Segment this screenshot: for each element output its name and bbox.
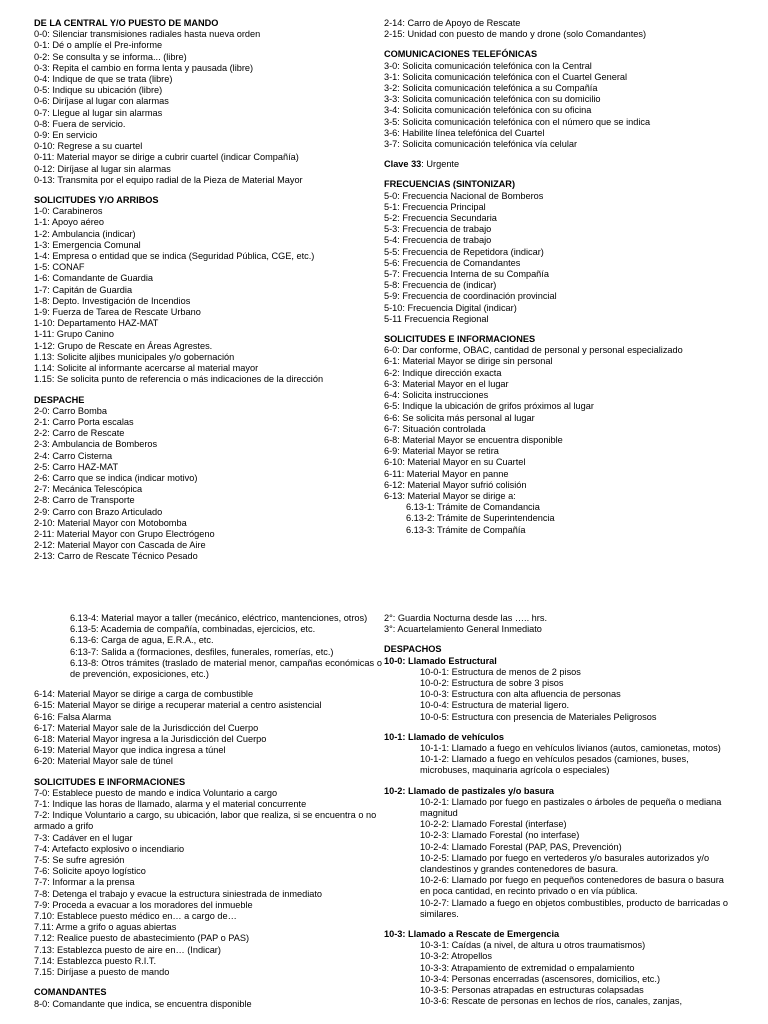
code-line: 1-12: Grupo de Rescate en Áreas Agrestes. [34,340,213,351]
code-line: 1-1: Apoyo aéreo [34,217,104,228]
code-list [34,406,382,563]
code-line: 5-6: Frecuencia de Comandantes [384,257,521,268]
code-line: 1-4: Empresa o entidad que se indica (Seguridad Pública, CGE, etc.) [34,251,315,262]
code-line: 6-2: Indique dirección exacta [384,367,502,378]
section-central [34,18,382,186]
section-solicitudes-arribos [34,195,382,385]
code-line: 10-1-1: Llamado a fuego en vehículos livianos (autos, camionetas, motos) [420,743,721,754]
sub-code-list [384,940,732,1007]
code-line: 7-9: Proceda a evacuar a los moradores del inmueble [34,899,253,910]
code-line: 3-0: Solicita comunicación telefónica con la Central [384,60,592,71]
section-comandantes [34,987,382,1009]
code-line: 5-0: Frecuencia Nacional de Bomberos [384,190,544,201]
code-line: 6-19: Material Mayor que indica ingresa a túnel [34,745,226,756]
code-line: 2-8: Carro de Transporte [34,495,135,506]
code-line: 5-1: Frecuencia Principal [384,201,486,212]
code-line: 10-1-2: Llamado a fuego en vehículos pesados (camiones, buses, microbuses, maquinaria agrícola o especiales) [420,754,689,776]
code-line: 6-4: Solicita instrucciones [384,390,489,401]
clave-text: : Urgente [421,159,460,170]
code-line: 2-13: Carro de Rescate Técnico Pesado [34,551,198,562]
code-line: 2-6: Carro que se indica (indicar motivo) [34,472,198,483]
code-line: 3-1: Solicita comunicación telefónica con el Cuartel General [384,71,628,82]
code-line: 7-1: Indique las horas de llamado, alarma y el material concurrente [34,799,307,810]
code-line: 1-2: Ambulancia (indicar) [34,228,136,239]
section-title: SOLICITUDES Y/O ARRIBOS [34,195,159,206]
code-list [34,206,382,385]
code-line: 7-7: Informar a la prensa [34,877,135,888]
group-title: 10-0: Llamado Estructural [384,655,497,666]
code-line: 5-4: Frecuencia de trabajo [384,235,492,246]
section-despache [34,395,382,563]
group-title: 10-1: Llamado de vehículos [384,731,504,742]
code-line: 2-3: Ambulancia de Bomberos [34,439,158,450]
code-line: 1-11: Grupo Canino [34,329,115,340]
code-line: 2-4: Carro Cisterna [34,450,113,461]
section-title-despachos: DESPACHOS [384,644,442,655]
section-title: COMANDANTES [34,987,107,998]
code-line: 10-0-4: Estructura de material ligero. [420,700,570,711]
code-line: 2-2: Carro de Rescate [34,428,125,439]
code-line: 6-18: Material Mayor ingresa a la Jurisdicción del Cuerpo [34,734,267,745]
group-estructural [384,656,732,723]
code-line: 6-20: Material Mayor sale de túnel [34,756,173,767]
code-line: 10-0-1: Estructura de menos de 2 pisos [420,666,581,677]
group-rescate [384,929,732,1007]
code-line: 0-9: En servicio [34,130,98,141]
sub-code-list-cont [34,613,382,680]
clave-line [384,159,732,170]
column-bottom-left [34,613,382,1019]
group-title: 10-2: Llamado de pastizales y/o basura [384,785,555,796]
code-line: 0-1: Dé o amplíe el Pre-informe [34,40,163,51]
code-line: 6-6: Se solicita más personal al lugar [384,412,535,423]
code-line: 10-2-7: Llamado a fuego en objetos combustibles, producto de barricadas o similares. [420,897,728,919]
section-title: SOLICITUDES E INFORMACIONES [34,776,186,787]
code-line: 5-2: Frecuencia Secundaria [384,213,497,224]
code-line: 6-16: Falsa Alarma [34,711,112,722]
code-line: 0-7: Llegue al lugar sin alarmas [34,107,163,118]
code-line: 3°: Acuartelamiento General Inmediato [384,624,542,635]
code-line: 6-15: Material Mayor se dirige a recuperar material a centro asistencial [34,700,322,711]
code-line: 6-17: Material Mayor sale de la Jurisdicción del Cuerpo [34,722,259,733]
section-despache-cont [384,18,732,40]
code-line: 7.14: Establezca puesto R.I.T. [34,955,157,966]
code-line: 0-6: Diríjase al lugar con alarmas [34,96,169,107]
group-vehiculos [384,732,732,777]
code-line: 5-8: Frecuencia de (indicar) [384,280,497,291]
section-title: COMUNICACIONES TELEFÓNICAS [384,49,538,60]
code-list [384,18,732,40]
code-line: 1-10: Departamento HAZ-MAT [34,318,159,329]
section-solicitudes-informaciones-7 [34,777,382,979]
code-line: 10-0-2: Estructura de sobre 3 pisos [420,678,564,689]
code-line: 10-0-3: Estructura con alta afluencia de personas [420,689,621,700]
code-list [384,613,732,635]
code-line: 2-1: Carro Porta escalas [34,416,134,427]
code-line: 0-2: Se consulta y se informa... (libre) [34,51,187,62]
code-line: 7-4: Artefacto explosivo o incendiario [34,843,185,854]
code-line: 10-3-4: Personas encerradas (ascensores, domicilios, etc.) [420,973,661,984]
code-line: 6-12: Material Mayor sufrió colisión [384,479,527,490]
code-line: 3-4: Solicita comunicación telefónica con su oficina [384,105,592,116]
code-line: 6-7: Situación controlada [384,423,486,434]
code-line: 5-7: Frecuencia Interna de su Compañía [384,269,549,280]
code-line: 2-11: Material Mayor con Grupo Electrógeno [34,528,215,539]
code-line: 6.13-3: Trámite de Compañía [406,524,526,535]
code-line: 6.13-6: Carga de agua, E.R.A., etc. [70,635,214,646]
code-line: 7.11: Arme a grifo o aguas abiertas [34,922,177,933]
sub-code-list [384,502,732,536]
code-line: 6:13-7: Salida a (formaciones, desfiles, funerales, romerías, etc.) [70,646,334,657]
code-line: 7.12: Realice puesto de abastecimiento (PAP o PAS) [34,933,250,944]
code-line: 5-11 Frecuencia Regional [384,313,489,324]
code-line: 10-3-3: Atrapamiento de extremidad o empalamiento [420,962,635,973]
code-line: 3-7: Solicita comunicación telefónica vía celular [384,139,578,150]
code-line: 7-3: Cadáver en el lugar [34,832,133,843]
code-line: 6-10: Material Mayor en su Cuartel [384,457,526,468]
code-line: 8-0: Comandante que indica, se encuentra disponible [34,998,252,1009]
code-line: 2-0: Carro Bomba [34,405,108,416]
section-comunicaciones [384,49,732,150]
code-list [34,689,382,767]
code-line: 6-5: Indique la ubicación de grifos próximos al lugar [384,401,594,412]
code-line: 1.14: Solicite al informante acercarse al material mayor [34,363,259,374]
code-line: 6.13-8: Otros trámites (traslado de material menor, campañas económicas o de prevención, exposiciones, etc.) [70,657,382,680]
code-line: 2-9: Carro con Brazo Articulado [34,506,163,517]
code-line: 3-3: Solicita comunicación telefónica con su domicilio [384,94,601,105]
code-line: 1-0: Carabineros [34,206,103,217]
code-line: 2-7: Mecánica Telescópica [34,484,143,495]
code-line: 6-0: Dar conforme, OBAC, cantidad de personal y personal especializado [384,345,683,356]
code-line: 0-3: Repita el cambio en forma lenta y pausada (libre) [34,62,254,73]
code-line: 10-2-5: Llamado por fuego en vertederos y/o basurales autorizados y/o clandestinos y grandes contenedores de basura. [420,852,710,875]
code-line: 6-1: Material Mayor se dirige sin personal [384,356,553,367]
code-line: 1-6: Comandante de Guardia [34,273,154,284]
code-line: 0-10: Regrese a su cuartel [34,141,143,152]
section-solicitudes-informaciones-6 [384,334,732,536]
code-line: 10-3-5: Personas atrapadas en estructuras colapsadas [420,985,644,996]
code-list [34,788,382,978]
code-line: 1-3: Emergencia Comunal [34,239,141,250]
code-line: 5-10: Frecuencia Digital (indicar) [384,302,517,313]
code-line: 0-0: Silenciar transmisiones radiales hasta nueva orden [34,29,261,40]
code-line: 7.10: Establece puesto médico en… a cargo de… [34,911,237,922]
code-line: 2-5: Carro HAZ-MAT [34,461,119,472]
code-line: 6-14: Material Mayor se dirige a carga de combustible [34,689,254,700]
code-line: 2-15: Unidad con puesto de mando y drone (solo Comandantes) [384,29,647,40]
code-line: 6-11: Material Mayor en panne [384,468,509,479]
section-title: FRECUENCIAS (SINTONIZAR) [384,179,516,190]
code-line: 10-2-4: Llamado Forestal (PAP, PAS, Prevención) [420,841,622,852]
code-line: 1-7: Capitán de Guardia [34,284,133,295]
code-line: 5-3: Frecuencia de trabajo [384,224,492,235]
code-line: 7-0: Establece puesto de mando e indica Voluntario a cargo [34,787,278,798]
code-line: 7-8: Detenga el trabajo y evacue la estructura siniestrada de inmediato [34,888,323,899]
code-line: 10-2-2: Llamado Forestal (interfase) [420,819,567,830]
section-title: DESPACHE [34,394,85,405]
code-line: 1-5: CONAF [34,262,85,273]
code-line: 10-2-6: Llamado por fuego en pequeños contenedores de basura o basura en poca cantidad, en recinto privado o en vía pública. [420,875,724,897]
code-line: 0-8: Fuera de servicio. [34,118,126,129]
code-line: 5-5: Frecuencia de Repetidora (indicar) [384,246,544,257]
code-list [384,345,732,502]
column-top-right [384,18,732,545]
code-line: 1.13: Solicite aljibes municipales y/o gobernación [34,351,235,362]
code-line: 2-12: Material Mayor con Cascada de Aire [34,540,206,551]
code-line: 10-0-5: Estructura con presencia de Materiales Peligrosos [420,711,657,722]
section-clave-33 [384,159,732,170]
code-line: 10-2-3: Llamado Forestal (no interfase) [420,830,580,841]
code-line: 6.13-2: Trámite de Superintendencia [406,513,555,524]
code-line: 1.15: Se solicita punto de referencia o más indicaciones de la dirección [34,374,324,385]
code-line: 10-3-2: Atropellos [420,951,493,962]
code-line: 6.13-4: Material mayor a taller (mecánico, eléctrico, mantenciones, otros) [70,613,368,623]
column-top-left [34,18,382,572]
group-pastizales [384,786,732,920]
code-line: 3-5: Solicita comunicación telefónica con el número que se indica [384,116,651,127]
code-line: 0-5: Indique su ubicación (libre) [34,85,163,96]
group-title: 10-3: Llamado a Rescate de Emergencia [384,929,560,940]
code-line: 7.15: Diríjase a puesto de mando [34,967,170,978]
code-line: 7-2: Indique Voluntario a cargo, su ubicación, labor que realiza, si se encuentra o no armado a grifo [34,810,377,832]
code-line: 5-9: Frecuencia de coordinación provincial [384,291,557,302]
code-line: 6-13: Material Mayor se dirige a: [384,490,516,501]
code-line: 1-9: Fuerza de Tarea de Rescate Urbano [34,307,201,318]
code-line: 2-10: Material Mayor con Motobomba [34,517,187,528]
code-line: 0-12: Diríjase al lugar sin alarmas [34,163,171,174]
code-line: 0-13: Transmita por el equipo radial de la Pieza de Material Mayor [34,174,303,185]
code-line: 2°: Guardia Nocturna desde las ….. hrs. [384,613,548,623]
code-list [384,191,732,325]
sub-code-list [384,797,732,920]
code-line: 7-6: Solicite apoyo logístico [34,866,146,877]
code-line: 3-6: Habilite línea telefónica del Cuartel [384,127,545,138]
code-line: 6-9: Material Mayor se retira [384,446,499,457]
section-title: SOLICITUDES E INFORMACIONES [384,334,536,345]
sub-code-list [384,667,732,723]
sub-code-list [384,743,732,777]
code-line: 10-2-1: Llamado por fuego en pastizales o árboles de pequeña o mediana magnitud [420,796,722,819]
code-line: 6.13-5: Academia de compañía, combinadas, ejercicios, etc. [70,624,316,635]
code-line: 0-4: Indique de que se trata (libre) [34,74,173,85]
code-list [34,29,382,186]
code-line: 6.13-1: Trámite de Comandancia [406,502,540,513]
code-line: 6-8: Material Mayor se encuentra disponible [384,434,563,445]
section-frecuencias [384,179,732,325]
code-line: 0-11: Material mayor se dirige a cubrir cuartel (indicar Compañía) [34,152,299,163]
code-list [384,61,732,151]
section-title: DE LA CENTRAL Y/O PUESTO DE MANDO [34,18,219,28]
code-line: 7-5: Se sufre agresión [34,855,125,866]
code-line: 7.13: Establezca puesto de aire en… (Indicar) [34,944,221,955]
code-line: 3-2: Solicita comunicación telefónica a su Compañía [384,83,598,94]
code-line: 10-3-1: Caídas (a nivel, de altura u otros traumatismos) [420,940,646,951]
code-line: 2-14: Carro de Apoyo de Rescate [384,18,521,28]
clave-label: Clave 33 [384,159,422,170]
code-line: 6-3: Material Mayor en el lugar [384,378,509,389]
code-line: 1-8: Depto. Investigación de Incendios [34,295,191,306]
column-bottom-right [384,613,732,1017]
code-list [34,999,382,1010]
code-line: 10-3-6: Rescate de personas en lechos de ríos, canales, zanjas, [420,996,682,1007]
